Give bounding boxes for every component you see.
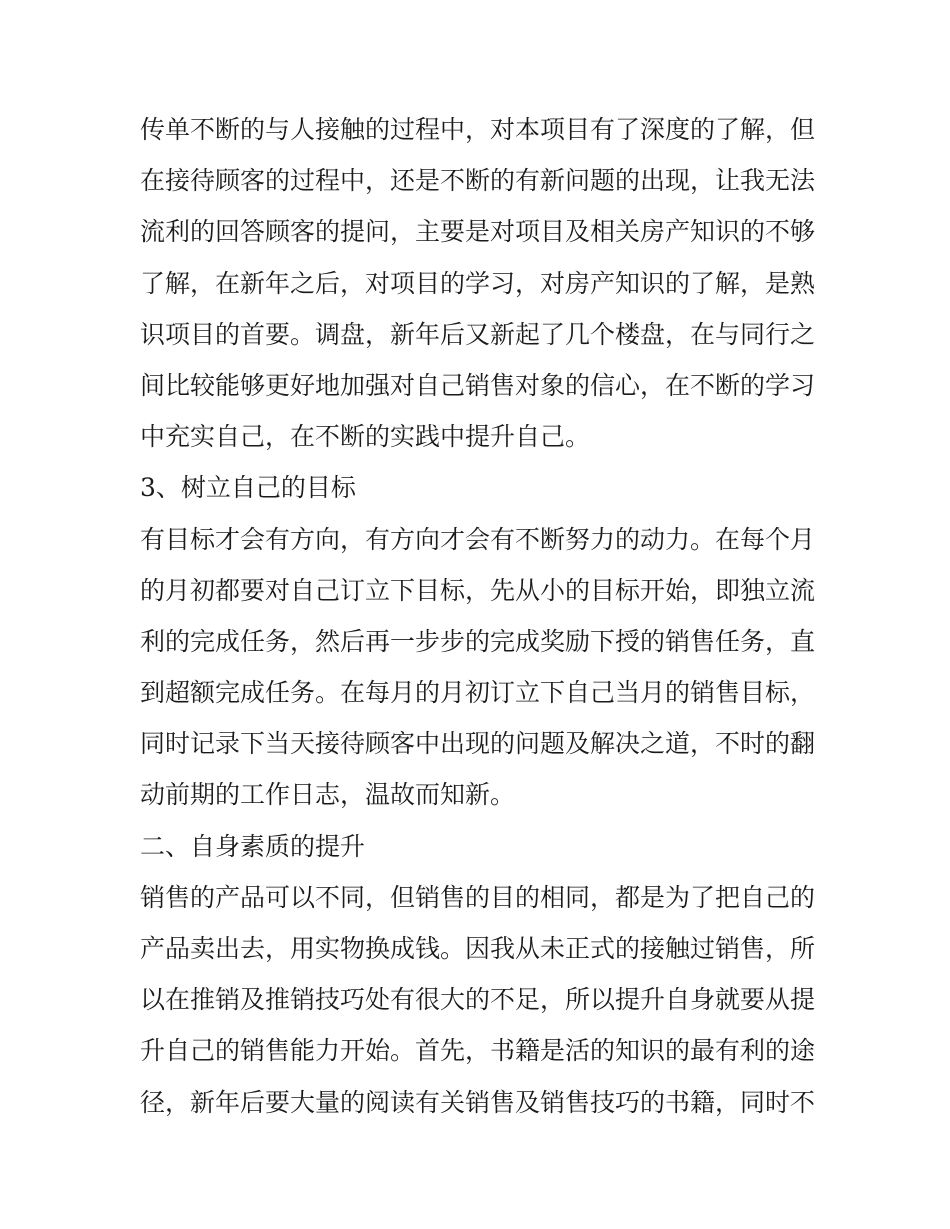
text-line: 传单不断的与人接触的过程中，对本项目有了深度的了解，但 — [140, 115, 815, 144]
text-line: 中充实自己，在不断的实践中提升自己。 — [140, 422, 591, 452]
section-heading: 3、树立自己的目标 — [140, 473, 356, 503]
text-line: 升自己的销售能力开始。首先，书籍是活的知识的最有利的途 — [140, 1036, 815, 1066]
text-line: 产品卖出去，用实物换成钱。因我从未正式的接触过销售，所 — [140, 934, 815, 963]
text-line: 的月初都要对自己订立下目标，先从小的目标开始，即独立流 — [140, 575, 815, 605]
text-line: 利的完成任务，然后再一步步的完成奖励下授的销售任务，直 — [140, 626, 815, 656]
text-line: 识项目的首要。调盘，新年后又新起了几个楼盘，在与同行之 — [140, 319, 815, 349]
text-line: 间比较能够更好地加强对自己销售对象的信心，在不断的学习 — [140, 370, 815, 400]
text-line: 径，新年后要大量的阅读有关销售及销售技巧的书籍，同时不 — [140, 1087, 815, 1117]
text-line: 销售的产品可以不同，但销售的目的相同，都是为了把自己的 — [140, 882, 815, 912]
text-line: 有目标才会有方向，有方向才会有不断努力的动力。在每个月 — [140, 524, 815, 554]
text-line: 在接待顾客的过程中，还是不断的有新问题的出现，让我无法 — [140, 166, 815, 196]
text-line: 动前期的工作日志，温故而知新。 — [140, 780, 516, 810]
text-line: 流利的回答顾客的提问，主要是对项目及相关房产知识的不够 — [140, 217, 815, 247]
section-heading: 二、自身素质的提升 — [140, 831, 366, 861]
document-body — [140, 104, 815, 1128]
text-line: 到超额完成任务。在每月的月初订立下自己当月的销售目标， — [140, 678, 815, 708]
text-line: 同时记录下当天接待顾客中出现的问题及解决之道，不时的翻 — [140, 729, 815, 759]
text-line: 以在推销及推销技巧处有很大的不足，所以提升自身就要从提 — [140, 985, 815, 1015]
text-line: 了解，在新年之后，对项目的学习，对房产知识的了解，是熟 — [140, 268, 815, 298]
